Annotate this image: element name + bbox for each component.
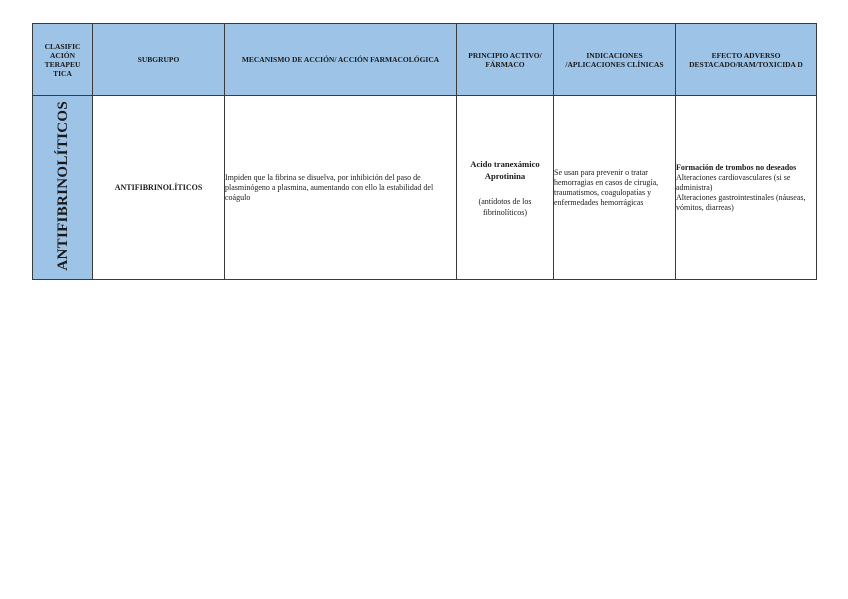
indications-cell [554,96,676,280]
header-mechanism: MECANISMO DE ACCIÓN/ ACCIÓN FARMACOLÓGICA [225,24,457,96]
pharmacology-table [32,23,817,280]
header-subgroup: SUBGRUPO [93,24,225,96]
table-header-row [33,24,817,96]
mechanism-cell [225,96,457,280]
header-adverse-effects: EFECTO ADVERSO DESTACADO/RAM/TOXICIDA D [676,24,817,96]
drug-name-aprotinin: Aprotinina [484,170,526,181]
table-row [33,96,817,280]
adverse-effects-cell [676,96,817,280]
indications-text: Se usan para prevenir o tratar hemorragias en casos de cirugía, traumatismos, coagulopatías y enfermedades hemorrágicas [554,167,659,207]
adverse-line-gastrointestinal: Alteraciones gastrointestinales (náuseas, vómitos, diarreas) [676,192,806,212]
adverse-line-cardiovascular: Alteraciones cardiovasculares (si se administra) [676,172,791,192]
drug-note: (antídotos de los fibrinolíticos) [478,196,532,217]
mechanism-text: Impiden que la fibrina se disuelva, por inhibición del paso de plasminógeno a plasmina, aumentando con ello la estabilidad del coágulo [225,172,434,202]
drug-cell [457,96,554,280]
subgroup-cell [93,96,225,280]
header-classification: CLASIFIC ACIÓN TERAPEU TICA [33,24,93,96]
classification-cell [33,96,93,280]
classification-label: ANTIFIBRINOLÍTICOS [54,101,71,271]
adverse-title: Formación de trombos no deseados [676,162,797,172]
header-active-principle: PRINCIPIO ACTIVO/ FÁRMACO [457,24,554,96]
drug-name-tranexamic: Acido tranexámico [470,158,540,169]
subgroup-label: ANTIFIBRINOLÍTICOS [114,182,203,192]
header-indications: INDICACIONES /APLICACIONES CLÍNICAS [554,24,676,96]
